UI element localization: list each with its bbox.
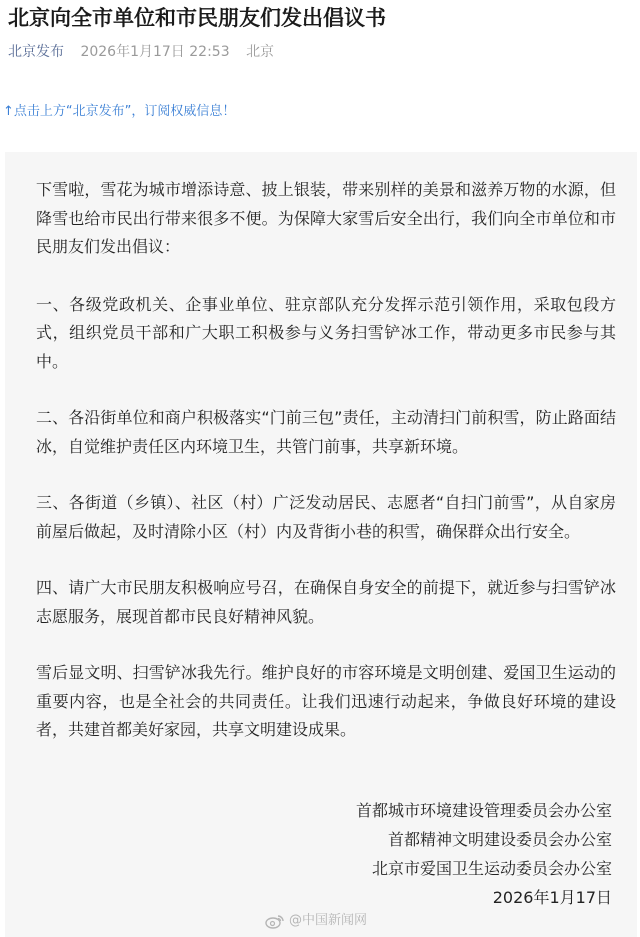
publish-location: 北京 (246, 44, 275, 60)
signatory: 首都城市环境建设管理委员会办公室 (355, 801, 612, 820)
subscribe-tip: ↑点击上方“北京发布”，订阅权威信息！ (3, 104, 236, 119)
signatory: 首都精神文明建设委员会办公室 (387, 830, 612, 849)
article-title: 北京向全市单位和市民朋友们发出倡议书 (8, 6, 386, 30)
document-paragraph: 一、各级党政机关、企事业单位、驻京部队充分发挥示范引领作用，采取包段方式，组织党员干部和广大职工积极参与义务扫雪铲冰工作，带动更多市民参与其中。 (36, 294, 616, 371)
document-paragraph: 三、各街道（乡镇）、社区（村）广泛发动居民、志愿者“自扫门前雪”，从自家房前屋后做起，及时清除小区（村）内及背街小巷的积雪，确保群众出行安全。 (36, 493, 616, 541)
publish-datetime: 2026年1月17日 22:53 (80, 44, 230, 60)
weibo-icon (265, 913, 285, 929)
document-paragraph: 四、请广大市民朋友积极响应号召，在确保自身安全的前提下，就近参与扫雪铲冰志愿服务，展现首都市民良好精神风貌。 (36, 578, 616, 626)
signatory: 北京市爱国卫生运动委员会办公室 (371, 859, 612, 878)
article-meta (8, 42, 274, 62)
document-date: 2026年1月17日 (492, 888, 612, 907)
document-body (36, 176, 616, 745)
signature-block (356, 796, 612, 912)
article-header (0, 0, 640, 152)
document-paragraph: 二、各沿街单位和商户积极落实“门前三包”责任，主动清扫门前积雪，防止路面结冰，自觉维护责任区内环境卫生，共管门前事，共享新环境。 (36, 408, 616, 456)
watermark-text: @中国新闻网 (289, 913, 368, 928)
document-paragraph: 雪后显文明、扫雪铲冰我先行。维护良好的市容环境是文明创建、爱国卫生运动的重要内容，也是全社会的共同责任。让我们迅速行动起来，争做良好环境的建设者，共建首都美好家园，共享文明建设成果。 (36, 663, 616, 739)
document-paragraph: 下雪啦，雪花为城市增添诗意、披上银装，带来别样的美景和滋养万物的水源，但降雪也给市民出行带来很多不便。为保障大家雪后安全出行，我们向全市单位和市民朋友们发出倡议： (36, 180, 616, 256)
watermark (265, 912, 367, 930)
account-name-link[interactable]: 北京发布 (8, 44, 64, 60)
